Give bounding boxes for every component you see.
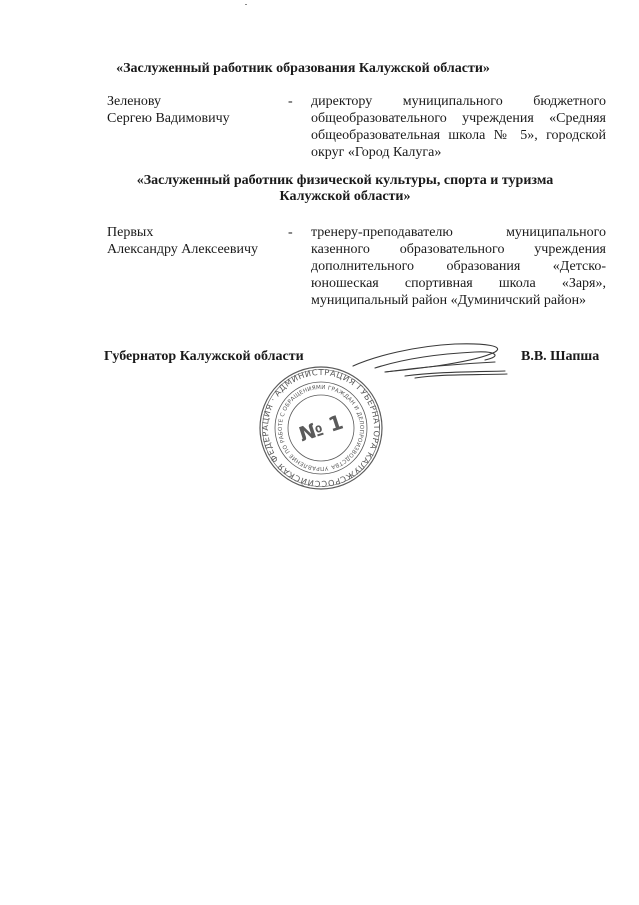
official-seal xyxy=(258,365,384,491)
award-heading-education: «Заслуженный работник образования Калужской области» xyxy=(116,61,490,76)
scan-mark xyxy=(245,4,247,5)
recipient-given-name: Александру Алексеевичу xyxy=(107,242,259,257)
recipient-given-name: Сергею Вадимовичу xyxy=(107,111,230,126)
recipient-position: директору муниципального бюджетного общеобразовательного учреждения «Средняя общеобразовательная школа № 5», городской округ «Город Калуга» xyxy=(311,94,606,160)
recipient-surname: Зеленову xyxy=(107,94,162,109)
recipient-surname: Первых xyxy=(107,225,154,240)
recipient-name xyxy=(107,93,277,127)
governor-name: В.В. Шапша xyxy=(521,349,600,364)
seal-outer-text: РОССИЙСКАЯ ФЕДЕРАЦИЯ · АДМИНИСТРАЦИЯ ГУБЕРНАТОРА КАЛУЖСКОЙ xyxy=(259,366,383,490)
seal-inner-text: УПРАВЛЕНИЕ ПО РАБОТЕ С ОБРАЩЕНИЯМИ ГРАЖДАН И ДЕЛОПРОИЗВОДСТВА xyxy=(277,384,365,472)
entry-dash: - xyxy=(288,94,293,109)
recipient-name xyxy=(107,224,277,258)
seal-number: № 1 xyxy=(295,409,347,447)
award-heading-sport: «Заслуженный работник физической культуры, спорта и туризма Калужской области» xyxy=(136,173,554,204)
entry-dash: - xyxy=(288,225,293,240)
recipient-position: тренеру-преподавателю муниципального казенного образовательного учреждения дополнительного образования «Детско-юношеская спортивная школа «Заря», муниципальный район «Думиничский район» xyxy=(311,225,606,308)
governor-title: Губернатор Калужской области xyxy=(104,349,304,364)
